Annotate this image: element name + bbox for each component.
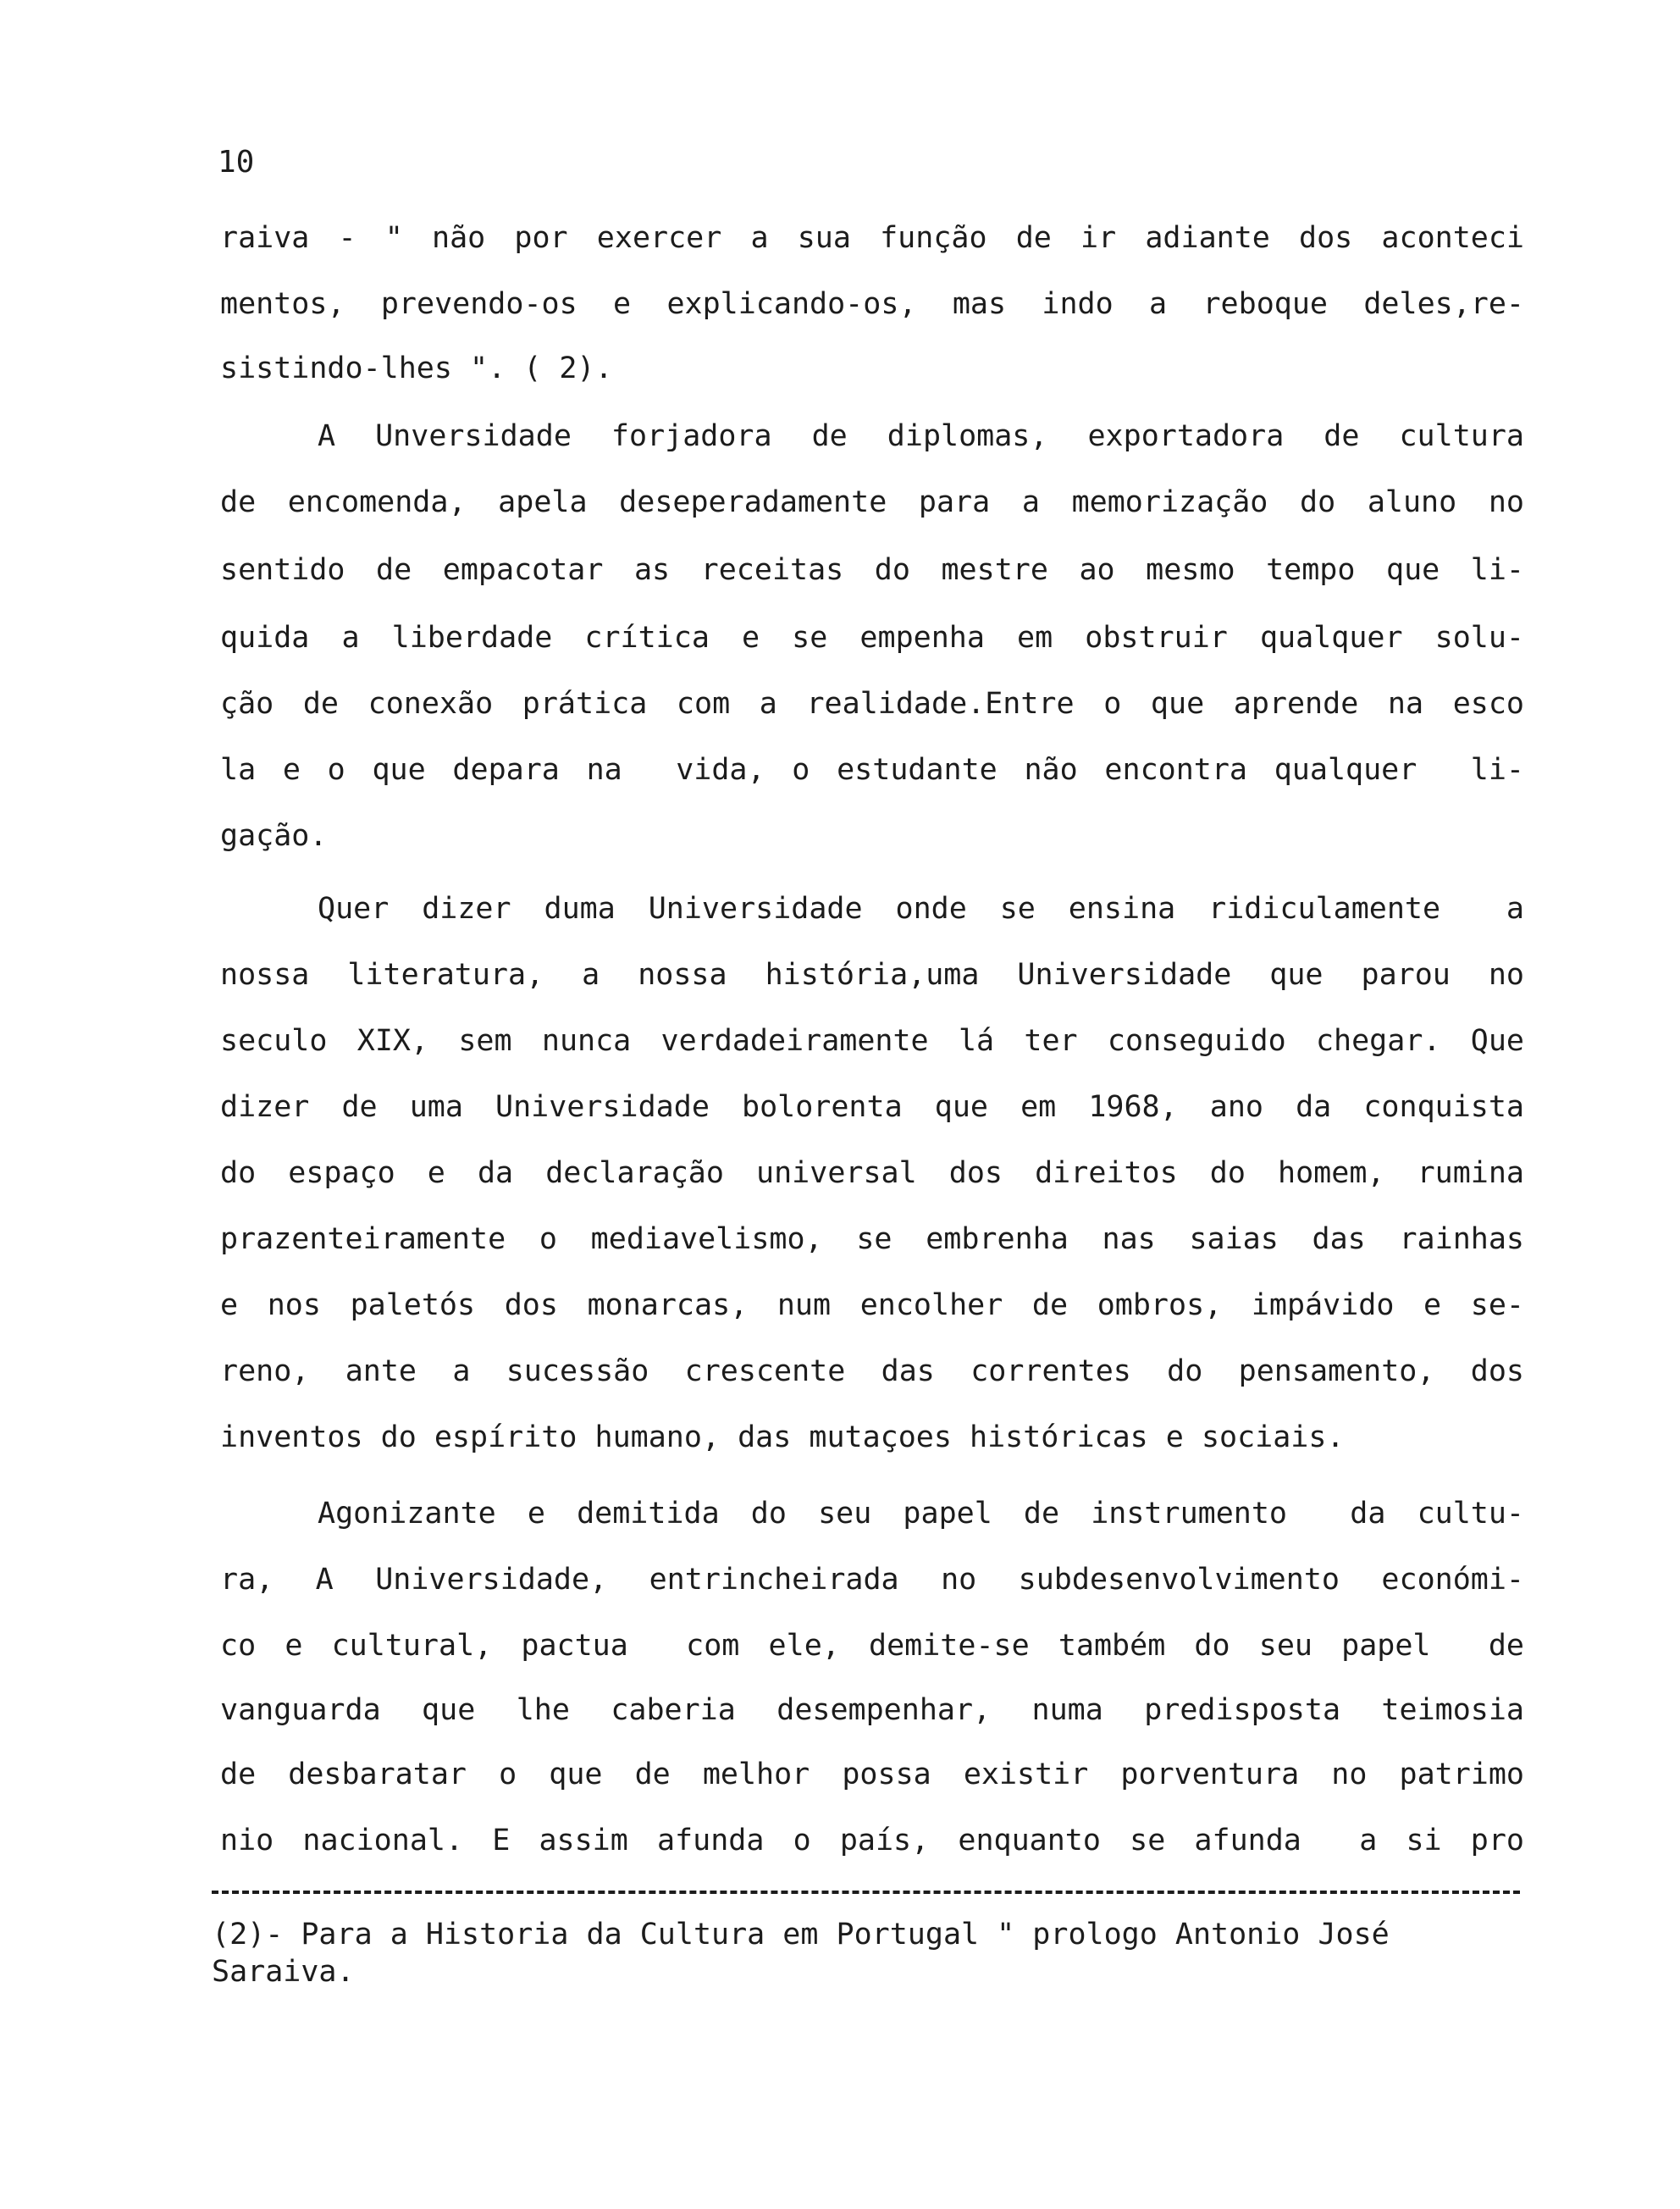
text-line: gação. <box>220 819 328 853</box>
text-line: mentos, prevendo-os e explicando-os, mas indo a reboque deles,re- <box>220 287 1524 321</box>
text-line: e nos paletós dos monarcas, num encolher de ombros, impávido e se- <box>220 1288 1524 1322</box>
text-line: reno, ante a sucessão crescente das correntes do pensamento, dos <box>220 1354 1524 1388</box>
text-line: raiva - " não por exercer a sua função de ir adiante dos aconteci <box>220 221 1524 255</box>
text-line: vanguarda que lhe caberia desempenhar, numa predisposta teimosia <box>220 1693 1524 1727</box>
text-line: sentido de empacotar as receitas do mestre ao mesmo tempo que li- <box>220 553 1524 587</box>
text-line: sistindo-lhes ". ( 2). <box>220 352 613 385</box>
footnote-text: (2)- Para a Historia da Cultura em Portugal " prologo Antonio José Saraiva. <box>212 1918 1390 1989</box>
text-line: ção de conexão prática com a realidade.Entre o que aprende na esco <box>220 687 1524 721</box>
text-line: la e o que depara na vida, o estudante não encontra qualquer li- <box>220 753 1524 787</box>
text-line: ra, A Universidade, entrincheirada no subdesenvolvimento económi- <box>220 1563 1524 1597</box>
footnote-separator <box>212 1891 1520 1894</box>
text-line: prazenteiramente o mediavelismo, se embrenha nas saias das rainhas <box>220 1222 1524 1256</box>
text-line: seculo XIX, sem nunca verdadeiramente lá ter conseguido chegar. Que <box>220 1024 1524 1058</box>
text-line: quida a liberdade crítica e se empenha em obstruir qualquer solu- <box>220 621 1524 655</box>
paragraph-start-line: Agonizante e demitida do seu papel de instrumento da cultu- <box>318 1497 1524 1531</box>
text-line: dizer de uma Universidade bolorenta que em 1968, ano da conquista <box>220 1090 1524 1124</box>
page-number: 10 <box>218 145 255 180</box>
text-line: de desbaratar o que de melhor possa existir porventura no patrimo <box>220 1758 1524 1791</box>
text-line: inventos do espírito humano, das mutaçoes históricas e sociais. <box>220 1420 1345 1454</box>
footnote <box>212 1916 1499 1990</box>
text-line: de encomenda, apela deseperadamente para a memorização do aluno no <box>220 485 1524 519</box>
text-line: co e cultural, pactua com ele, demite-se também do seu papel de <box>220 1629 1524 1663</box>
text-line: nio nacional. E assim afunda o país, enquanto se afunda a si pro <box>220 1824 1524 1857</box>
text-line: nossa literatura, a nossa história,uma Universidade que parou no <box>220 958 1524 992</box>
paragraph-start-line: Quer dizer duma Universidade onde se ensina ridiculamente a <box>318 892 1524 926</box>
paragraph-start-line: A Unversidade forjadora de diplomas, exportadora de cultura <box>318 419 1524 453</box>
text-line: do espaço e da declaração universal dos direitos do homem, rumina <box>220 1156 1524 1190</box>
